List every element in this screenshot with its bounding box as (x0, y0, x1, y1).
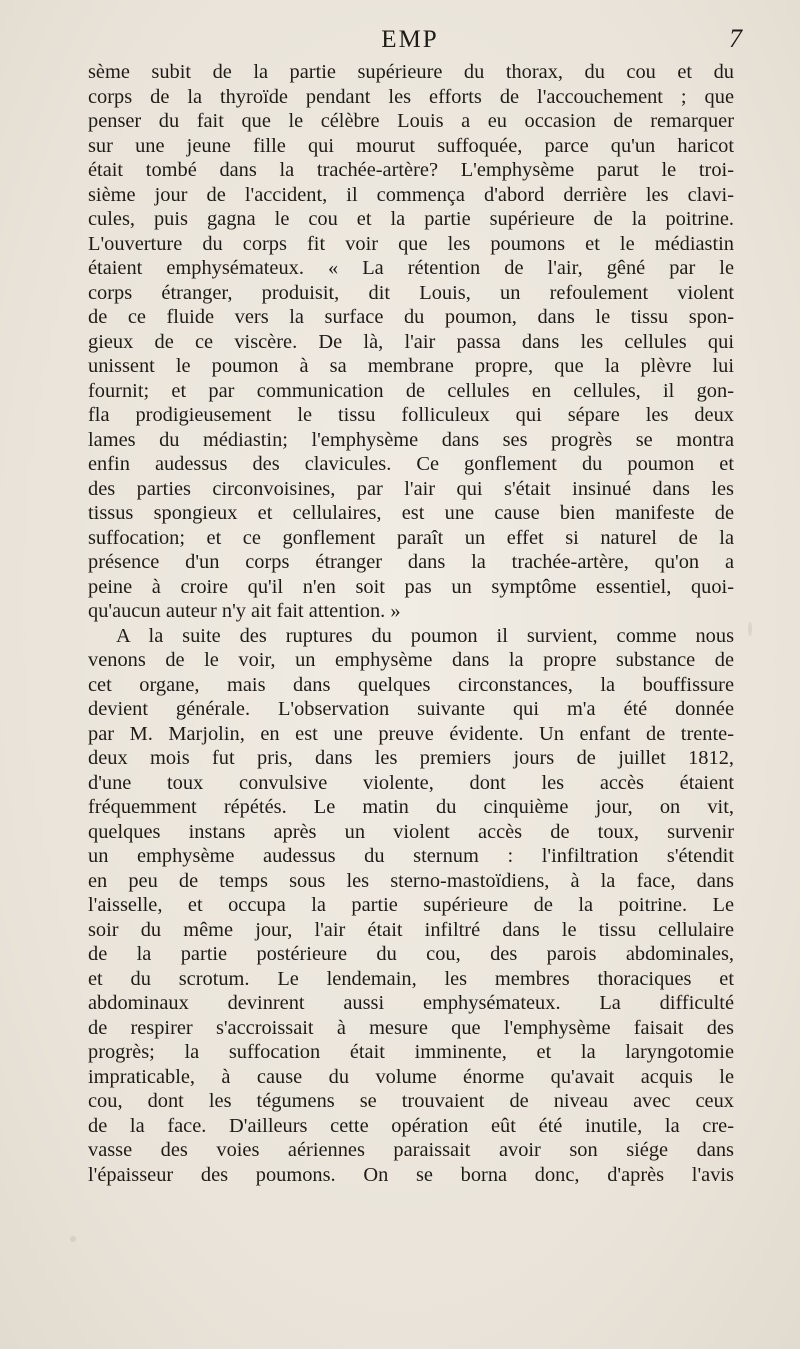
text-line: l'épaisseur des poumons. On se borna donc, d'après l'avis (88, 1163, 734, 1186)
text-line: A la suite des ruptures du poumon il survient, comme nous (116, 624, 734, 647)
text-line: des parties circonvoisines, par l'air qui s'était insinué dans les (88, 477, 734, 500)
text-line: sur une jeune fille qui mourut suffoquée, parce qu'un haricot (88, 134, 734, 157)
running-head: EMP (381, 26, 439, 53)
text-line: de la face. D'ailleurs cette opération eût été inutile, la cre- (88, 1114, 734, 1137)
text-line: peine à croire qu'il n'en soit pas un symptôme essentiel, quoi- (88, 575, 734, 598)
text-line: penser du fait que le célèbre Louis a eu occasion de remarquer (88, 110, 734, 132)
text-line: de respirer s'accroissait à mesure que l'emphysème faisait des (88, 1016, 734, 1039)
text-line: devient générale. L'observation suivante qui m'a été donnée (88, 698, 734, 720)
text-line: fréquemment répétés. Le matin du cinquième jour, on vit, (88, 796, 734, 818)
text-line: vasse des voies aériennes paraissait avoir son siége dans (88, 1139, 734, 1161)
text-line: sième jour de l'accident, il commença d'abord derrière les clavi- (88, 183, 734, 206)
text-line: quelques instans après un violent accès de toux, survenir (88, 820, 734, 843)
text-line: étaient emphysémateux. « La rétention de l'air, gêné par le (88, 257, 734, 279)
page-header (0, 26, 800, 62)
text-line: fla prodigieusement le tissu folliculeux qui sépare les deux (88, 404, 734, 426)
text-line: qu'aucun auteur n'y ait fait attention. » (88, 600, 401, 622)
text-line: gieux de ce viscère. De là, l'air passa dans les cellules qui (88, 330, 734, 353)
text-line: soir du même jour, l'air était infiltré dans le tissu cellulaire (88, 918, 734, 941)
text-line: cules, puis gagna le cou et la partie supérieure de la poitrine. (88, 208, 734, 230)
body-text (88, 60, 734, 1187)
text-line: progrès; la suffocation était imminente, et la laryngotomie (88, 1041, 734, 1063)
paper-stain (748, 622, 752, 636)
text-line: abdominaux devinrent aussi emphysémateux. La difficulté (88, 992, 734, 1014)
text-line: était tombé dans la trachée-artère? L'emphysème parut le troi- (88, 159, 734, 181)
text-line: corps étranger, produisit, dit Louis, un refoulement violent (88, 281, 734, 304)
text-line: présence d'un corps étranger dans la trachée-artère, qu'on a (88, 551, 734, 573)
text-line: cet organe, mais dans quelques circonstances, la bouffissure (88, 673, 734, 696)
text-line: sème subit de la partie supérieure du thorax, du cou et du (88, 61, 734, 83)
text-line: cou, dont les tégumens se trouvaient de niveau avec ceux (88, 1090, 734, 1112)
text-line: unissent le poumon à sa membrane propre, que la plèvre lui (88, 355, 734, 377)
text-line: d'une toux convulsive violente, dont les accès étaient (88, 771, 734, 794)
text-line: impraticable, à cause du volume énorme qu'avait acquis le (88, 1065, 734, 1088)
text-line: l'aisselle, et occupa la partie supérieure de la poitrine. Le (88, 894, 734, 916)
text-line: de ce fluide vers la surface du poumon, dans le tissu spon- (88, 306, 734, 328)
text-line: par M. Marjolin, en est une preuve évidente. Un enfant de trente- (88, 722, 734, 745)
text-line: venons de le voir, un emphysème dans la propre substance de (88, 649, 734, 671)
text-line: lames du médiastin; l'emphysème dans ses progrès se montra (88, 428, 734, 451)
text-line: deux mois fut pris, dans les premiers jours de juillet 1812, (88, 747, 734, 769)
text-line: en peu de temps sous les sterno-mastoïdiens, à la face, dans (88, 869, 734, 892)
text-line: enfin audessus des clavicules. Ce gonflement du poumon et (88, 453, 734, 475)
text-line: un emphysème audessus du sternum : l'infiltration s'étendit (88, 845, 734, 867)
paper-stain (70, 1236, 76, 1242)
text-line: fournit; et par communication de cellules en cellules, il gon- (88, 379, 734, 402)
text-line: L'ouverture du corps fit voir que les poumons et le médiastin (88, 232, 734, 255)
page-number: 7 (729, 24, 742, 53)
text-line: et du scrotum. Le lendemain, les membres thoraciques et (88, 967, 734, 990)
text-line: suffocation; et ce gonflement paraît un effet si naturel de la (88, 526, 734, 549)
text-line: corps de la thyroïde pendant les efforts de l'accouchement ; que (88, 85, 734, 108)
text-line: de la partie postérieure du cou, des parois abdominales, (88, 943, 734, 965)
text-line: tissus spongieux et cellulaires, est une cause bien manifeste de (88, 502, 734, 524)
